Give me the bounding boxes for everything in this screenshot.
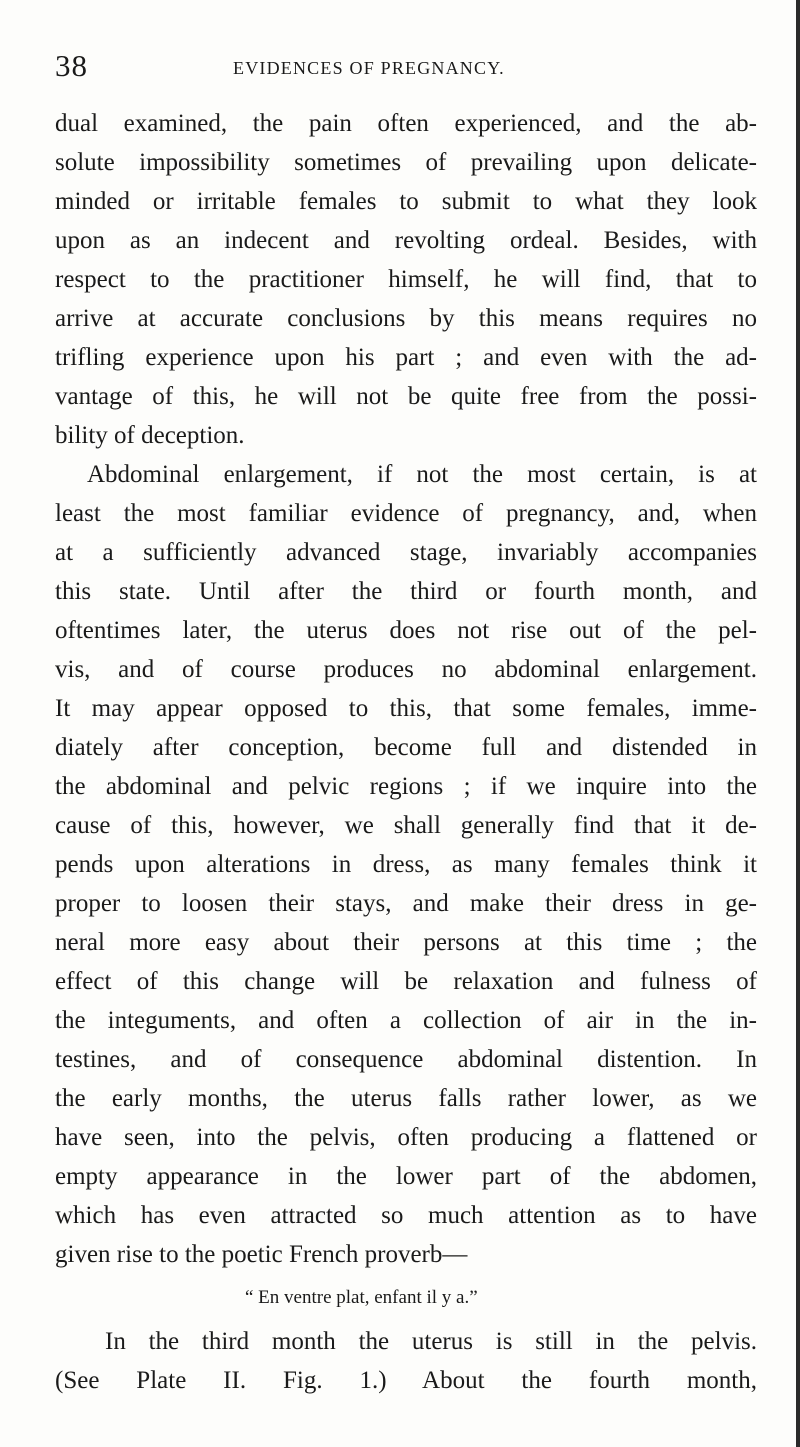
text-line: the integuments, and often a collection of air in the in- — [55, 1007, 757, 1034]
text-line: effect of this change will be relaxation and fulness of — [55, 968, 757, 995]
text-line: (See Plate II. Fig. 1.) About the fourth month, — [55, 1367, 757, 1394]
text-line: least the most familiar evidence of pregnancy, and, when — [55, 500, 757, 527]
body-text — [55, 104, 757, 1400]
text-line: which has even attracted so much attention as to have — [55, 1202, 757, 1229]
text-line: given rise to the poetic French proverb— — [55, 1241, 468, 1268]
text-line: arrive at accurate conclusions by this means requires no — [55, 305, 757, 332]
text-line: vis, and of course produces no abdominal enlargement. — [55, 656, 757, 683]
french-proverb-quote: “ En ventre plat, enfant il y a.” — [245, 1287, 478, 1308]
text-line: minded or irritable females to submit to what they look — [55, 188, 757, 215]
text-line: cause of this, however, we shall generally find that it de- — [55, 812, 757, 839]
text-line: pends upon alterations in dress, as many females think it — [55, 851, 757, 878]
text-line: empty appearance in the lower part of the abdomen, — [55, 1163, 757, 1190]
page-header — [55, 48, 755, 84]
text-line: proper to loosen their stays, and make their dress in ge- — [55, 890, 757, 917]
text-line: In the third month the uterus is still in the pelvis. — [105, 1328, 757, 1355]
text-line: It may appear opposed to this, that some females, imme- — [55, 695, 757, 722]
text-line: the abdominal and pelvic regions ; if we inquire into the — [55, 773, 757, 800]
running-head: EVIDENCES OF PREGNANCY. — [233, 58, 505, 78]
text-line: Abdominal enlargement, if not the most certain, is at — [87, 461, 757, 488]
text-line: this state. Until after the third or fourth month, and — [55, 578, 757, 605]
text-line: dual examined, the pain often experienced, and the ab- — [55, 110, 757, 137]
text-line: solute impossibility sometimes of prevailing upon delicate- — [55, 149, 757, 176]
text-line: at a sufficiently advanced stage, invariably accompanies — [55, 539, 757, 566]
text-line: the early months, the uterus falls rather lower, as we — [55, 1085, 757, 1112]
page-edge — [796, 0, 800, 1447]
text-line: testines, and of consequence abdominal distention. In — [55, 1046, 757, 1073]
text-line: upon as an indecent and revolting ordeal. Besides, with — [55, 227, 757, 254]
text-line: trifling experience upon his part ; and even with the ad- — [55, 344, 757, 371]
text-line: neral more easy about their persons at this time ; the — [55, 929, 757, 956]
text-line: diately after conception, become full and distended in — [55, 734, 757, 761]
text-line: oftentimes later, the uterus does not rise out of the pel- — [55, 617, 757, 644]
text-line: vantage of this, he will not be quite free from the possi- — [55, 383, 757, 410]
page-number: 38 — [55, 48, 88, 83]
text-line: respect to the practitioner himself, he will find, that to — [55, 266, 757, 293]
text-line: bility of deception. — [55, 422, 245, 449]
text-line: have seen, into the pelvis, often producing a flattened or — [55, 1124, 757, 1151]
